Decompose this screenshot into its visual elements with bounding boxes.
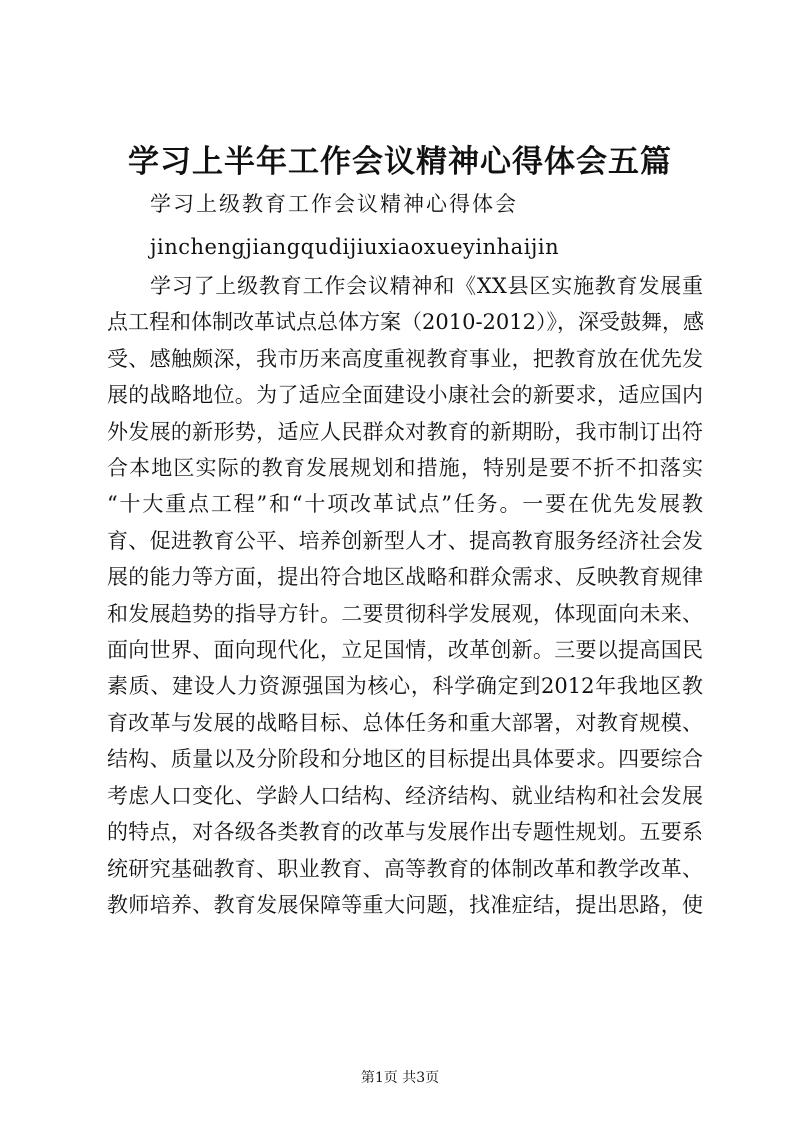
subtitle: 学习上级教育工作会议精神心得体会 — [150, 192, 518, 216]
body-line: 统研究基础教育、职业教育、高等教育的体制改革和教学改革、 — [107, 856, 703, 881]
body-line: 受、感触颇深，我市历来高度重视教育事业，把教育放在优先发 — [107, 346, 703, 371]
body-line: 点工程和体制改革试点总体方案（2010-2012）》，深受鼓舞，感 — [107, 310, 704, 335]
body-line: 合本地区实际的教育发展规划和措施，特别是要不折不扣落实 — [107, 456, 703, 481]
body-line: 和发展趋势的指导方针。二要贯彻科学发展观，体现面向未来、 — [107, 601, 703, 626]
body-line: 素质、建设人力资源强国为核心，科学确定到2012年我地区教 — [107, 674, 703, 699]
body-line: 育、促进教育公平、培养创新型人才、提高教育服务经济社会发 — [107, 528, 703, 553]
body-paragraph — [107, 268, 703, 923]
body-line: 外发展的新形势，适应人民群众对教育的新期盼，我市制订出符 — [107, 419, 703, 444]
pinyin-line: jinchengjiangqudijiuxiaoxueyinhaijin — [150, 235, 560, 259]
body-line: 展的能力等方面，提出符合地区战略和群众需求、反映教育规律 — [107, 565, 703, 590]
body-line: 考虑人口变化、学龄人口结构、经济结构、就业结构和社会发展 — [107, 783, 703, 808]
body-line: 结构、质量以及分阶段和分地区的目标提出具体要求。四要综合 — [107, 747, 703, 772]
body-line: “十大重点工程”和“十项改革试点”任务。一要在优先发展教 — [107, 492, 703, 517]
body-line: 学习了上级教育工作会议精神和《XX县区实施教育发展重 — [150, 274, 703, 298]
body-line: 育改革与发展的战略目标、总体任务和重大部署，对教育规模、 — [107, 710, 703, 735]
body-line: 面向世界、面向现代化，立足国情，改革创新。三要以提高国民 — [107, 638, 703, 663]
body-line: 的特点，对各级各类教育的改革与发展作出专题性规划。五要系 — [107, 820, 703, 845]
page-footer: 第1页 共3页 — [360, 1070, 440, 1086]
body-line: 展的战略地位。为了适应全面建设小康社会的新要求，适应国内 — [107, 383, 703, 408]
page-title: 学习上半年工作会议精神心得体会五篇 — [128, 144, 672, 180]
body-line: 教师培养、教育发展保障等重大问题，找准症结，提出思路，使 — [107, 892, 703, 917]
